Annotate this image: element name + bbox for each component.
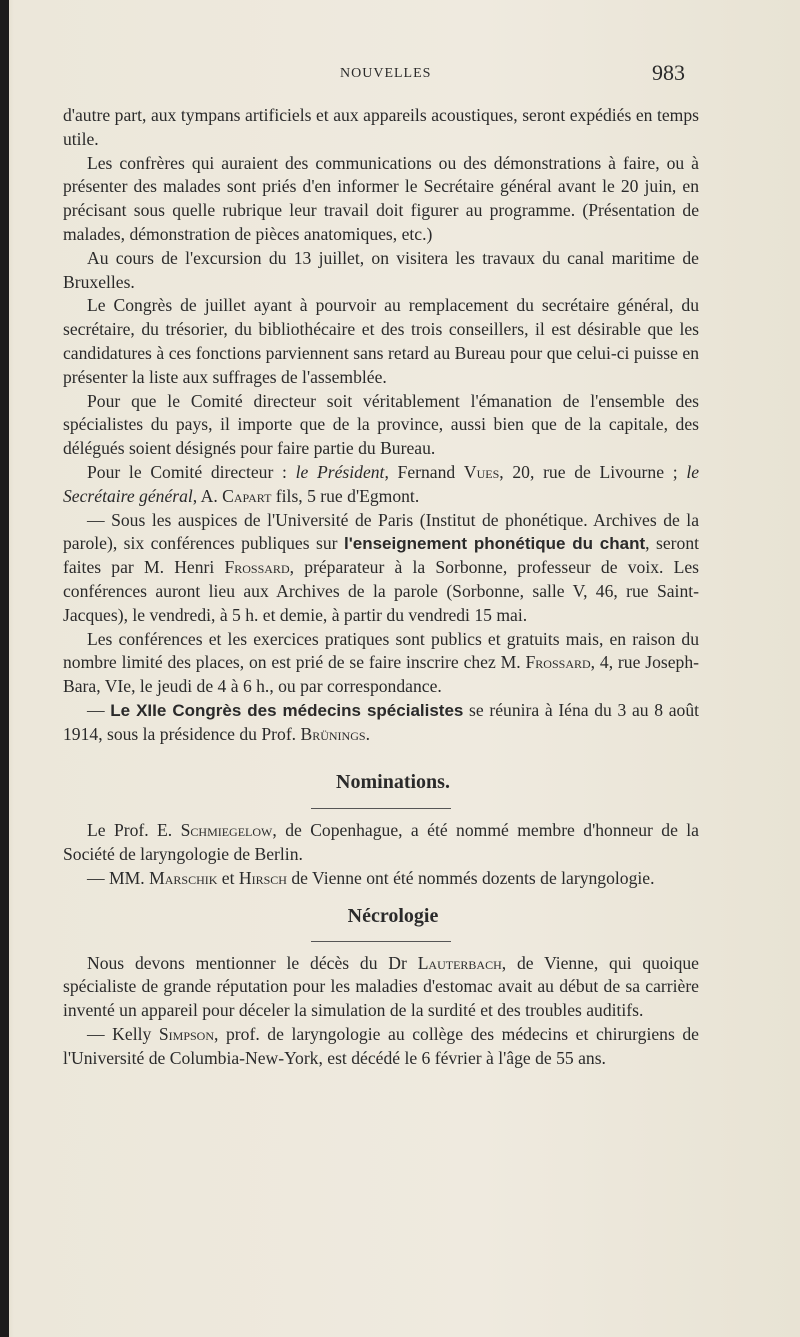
- news-paragraph: Pour le Comité directeur : le Président, Fernand Vues, 20, rue de Livourne ; le Secrétaire général, A. Capart fils, 5 rue d'Egmont.: [63, 461, 700, 506]
- page-number: 983: [652, 60, 685, 85]
- news-paragraph: d'autre part, aux tympans artificiels et aux appareils acoustiques, seront expédiés en temps utile.: [63, 105, 699, 149]
- necrologie-paragraph: Nous devons mentionner le décès du Dr Lauterbach, de Vienne, qui quoique spécialiste de grande réputation pour les maladies d'estomac avait au début de sa carrière inventé un appareil pour déceler la simulation de la surdité et des troubles auditifs.: [63, 952, 699, 1021]
- news-paragraph: — Le XIIe Congrès des médecins spécialistes se réunira à Iéna du 3 au 8 août 1914, sous la présidence du Prof. Brünings.: [63, 699, 700, 744]
- news-paragraph: Au cours de l'excursion du 13 juillet, on visitera les travaux du canal maritime de Bruxelles.: [63, 247, 699, 292]
- necrologie-heading: Nécrologie: [347, 904, 439, 927]
- news-paragraph: Les conférences et les exercices pratiques sont publics et gratuits mais, en raison du nombre limité des places, on est prié de se faire inscrire chez M. Frossard, 4, rue Joseph-Bara, VIe, le jeudi de 4 à 6 h., ou par correspondance.: [63, 628, 699, 697]
- news-paragraph: Les confrères qui auraient des communications ou des démonstrations à faire, ou à présenter des malades sont priés d'en informer le Secrétaire général avant le 20 juin, en précisant sous quelle rubrique leur travail doit figurer au programme. (Présentation de malades, démonstration de pièces anatomiques, etc.): [63, 152, 699, 244]
- nominations-heading: Nominations.: [336, 770, 450, 793]
- page-edge-shadow: [0, 0, 9, 1337]
- nominations-paragraph: — MM. Marschik et Hirsch de Vienne ont été nommés dozents de laryngologie.: [87, 867, 655, 888]
- news-paragraph: Pour que le Comité directeur soit véritablement l'émanation de l'ensemble des spécialistes du pays, il importe que de la province, aussi bien que de la capitale, des délégués soient désignés pour faire partie du Bureau.: [63, 390, 699, 459]
- page-body: [63, 104, 699, 1070]
- page-header: [0, 60, 800, 90]
- news-paragraph: — Sous les auspices de l'Université de Paris (Institut de phonétique. Archives de la parole), six conférences publiques sur l'enseignement phonétique du chant, seront faites par M. Henri Frossard, préparateur à la Sorbonne, professeur de voix. Les conférences auront lieu aux Archives de la parole (Sorbonne, salle V, 46, rue Saint-Jacques), le vendredi, à 5 h. et demie, à partir du vendredi 15 mai.: [63, 509, 699, 625]
- running-title: NOUVELLES: [340, 66, 432, 81]
- necrologie-paragraph: — Kelly Simpson, prof. de laryngologie au collège des médecins et chirurgiens de l'Université de Columbia-New-York, est décédé le 6 février à l'âge de 55 ans.: [63, 1023, 699, 1068]
- nominations-paragraph: Le Prof. E. Schmiegelow, de Copenhague, a été nommé membre d'honneur de la Société de laryngologie de Berlin.: [63, 820, 699, 865]
- news-paragraph: Le Congrès de juillet ayant à pourvoir au remplacement du secrétaire général, du secrétaire, du trésorier, du bibliothécaire et des trois conseillers, il est désirable que les candidatures à ces fonctions parviennent sans retard au Bureau pour que celui-ci puisse en présenter la liste aux suffrages de l'assemblée.: [63, 295, 699, 387]
